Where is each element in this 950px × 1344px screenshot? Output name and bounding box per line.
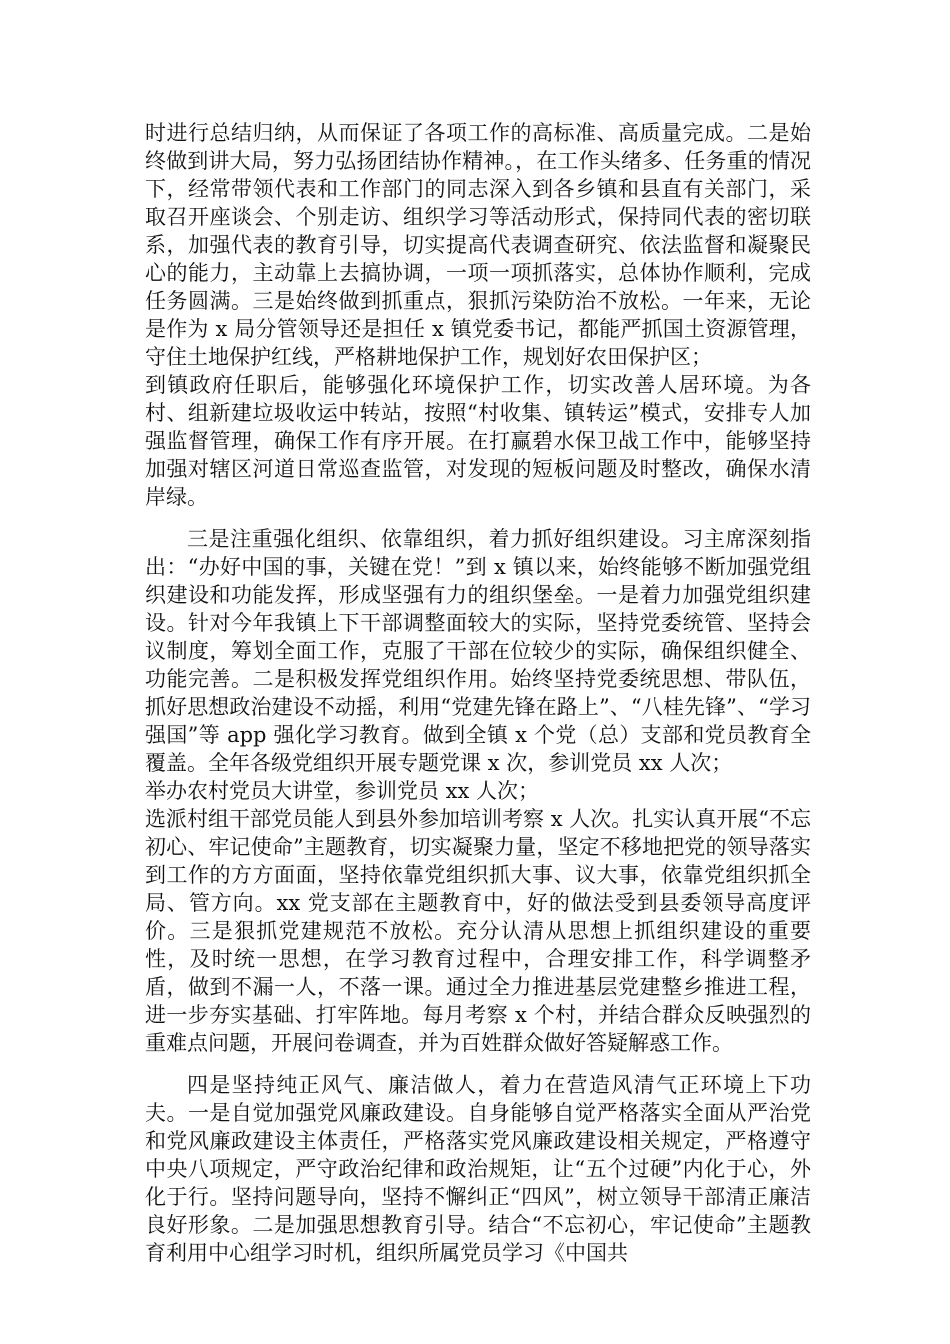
paragraph-5: 选派村组干部党员能人到县外参加培训考察 x 人次。扎实认真开展“不忘初心、牢记使命”主题教育，切实凝聚力量，坚定不移地把党的领导落实到工作的方方面面，坚持依靠党组织抓大事、议大事，依靠党组织抓全局、管方向。xx 党支部在主题教育中，好的做法受到县委领导高度评价。三是狠抓党建规范不放松。充分认清从思想上抓组织建设的重要性，及时统一思想，在学习教育过程中，合理安排工作，科学调整矛盾，做到不漏一人，不落一课。通过全力推进基层党建整乡推进工程，进一步夯实基础、打牢阵地。每月考察 x 个村，并结合群众反映强烈的重难点问题，开展问卷调查，并为百姓群众做好答疑解惑工作。 bbox=[145, 807, 811, 1055]
paragraph-2: 到镇政府任职后，能够强化环境保护工作，切实改善人居环境。为各村、组新建垃圾收运中转站，按照“村收集、镇转运”模式，安排专人加强监督管理，确保工作有序开展。在打赢碧水保卫战工作中，能够坚持加强对辖区河道日常巡查监管，对发现的短板问题及时整改，确保水清岸绿。 bbox=[145, 373, 811, 509]
paragraph-6: 四是坚持纯正风气、廉洁做人，着力在营造风清气正环境上下功夫。一是自觉加强党风廉政建设。自身能够自觉严格落实全面从严治党和党风廉政建设主体责任，严格落实党风廉政建设相关规定，严格遵守中央八项规定，严守政治纪律和政治规矩，让“五个过硬”内化于心，外化于行。坚持问题导向，坚持不懈纠正“四风”，树立领导干部清正廉洁良好形象。二是加强思想教育引导。结合“不忘初心，牢记使命”主题教育利用中心组学习时机，组织所属党员学习《中国共 bbox=[145, 1073, 811, 1265]
document-body bbox=[145, 119, 811, 1267]
paragraph-4: 举办农村党员大讲堂，参训党员 xx 人次； bbox=[145, 779, 540, 803]
paragraph-3: 三是注重强化组织、依靠组织，着力抓好组织建设。习主席深刻指出：“办好中国的事，关键在党！”到 x 镇以来，始终能够不断加强党组织建设和功能发挥，形成坚强有力的组织堡垒。一是着力加强党组织建设。针对今年我镇上下干部调整面较大的实际，坚持党委统管、坚持会议制度，筹划全面工作，克服了干部在位较少的实际，确保组织健全、功能完善。二是积极发挥党组织作用。始终坚持党委统思想、带队伍，抓好思想政治建设不动摇，利用“党建先锋在路上”、“八桂先锋”、“学习强国”等 app 强化学习教育。做到全镇 x 个党（总）支部和党员教育全覆盖。全年各级党组织开展专题党课 x 次，参训党员 xx 人次； bbox=[145, 527, 811, 775]
paragraph-1: 时进行总结归纳，从而保证了各项工作的高标准、高质量完成。二是始终做到讲大局，努力弘扬团结协作精神。，在工作头绪多、任务重的情况下，经常带领代表和工作部门的同志深入到各乡镇和县直有关部门，采取召开座谈会、个别走访、组织学习等活动形式，保持同代表的密切联系，加强代表的教育引导，切实提高代表调查研究、依法监督和凝聚民心的能力，主动靠上去搞协调，一项一项抓落实，总体协作顺利，完成任务圆满。三是始终做到抓重点，狠抓污染防治不放松。一年来，无论是作为 x 局分管领导还是担任 x 镇党委书记，都能严抓国土资源管理，守住土地保护红线，严格耕地保护工作，规划好农田保护区； bbox=[145, 121, 811, 369]
